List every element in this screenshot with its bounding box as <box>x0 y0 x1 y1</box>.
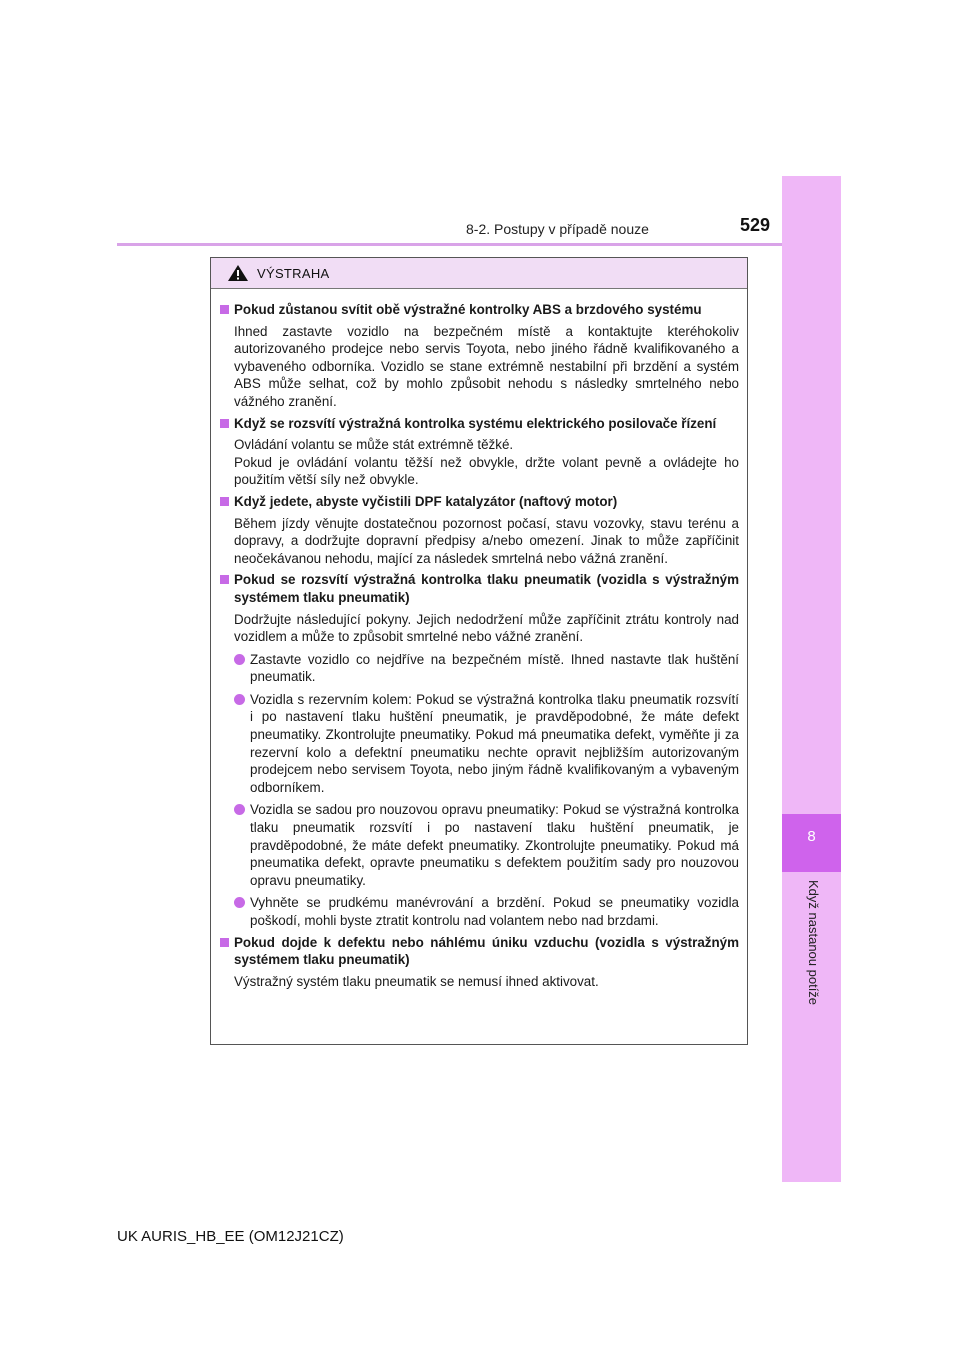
sub-item-text: Vozidla se sadou pro nouzovou opravu pneumatiky: Pokud se výstražná kontrolka tlaku pneumatik rozsvítí i po nastavení tlaku huštění pneumatik, je pravděpodobné, že máte defekt pneumatiky. Zkontrolujte pneumatiky. Pokud má pneumatika defekt, opravte pneumatiku s defektem použitím sady pro nouzovou opravu pneumatiky. <box>250 802 739 888</box>
item-text: Dodržujte následující pokyny. Jejich nedodržení může zapříčinit ztrátu kontroly nad vozidlem a může to způsobit smrtelné nebo vážné zranění. <box>234 611 739 645</box>
round-bullet-icon <box>234 897 245 908</box>
item-heading: Pokud zůstanou svítit obě výstražné kontrolky ABS a brzdového systému <box>234 302 702 317</box>
sub-item <box>234 691 739 797</box>
model-code: UK AURIS_HB_EE (OM12J21CZ) <box>117 1228 344 1245</box>
item-text: Během jízdy věnujte dostatečnou pozornost počasí, stavu vozovky, stavu terénu a dopravy, a dodržujte dopravní předpisy a/nebo omezení. Jinak to může zapříčinit neočekávanou nehodu, mající za následek smrtelná nebo vážná zranění. <box>234 515 739 566</box>
warning-title: VÝSTRAHA <box>257 265 330 281</box>
square-bullet-icon <box>220 419 229 428</box>
sub-item <box>234 651 739 686</box>
square-bullet-icon <box>220 938 229 947</box>
square-bullet-icon <box>220 305 229 314</box>
item-text-line: Ovládání volantu se může stát extrémně těžké. <box>234 437 514 453</box>
round-bullet-icon <box>234 804 245 815</box>
square-bullet-icon <box>220 575 229 584</box>
page-number: 529 <box>740 215 771 235</box>
item-heading: Když jedete, abyste vyčistili DPF katalyzátor (naftový motor) <box>234 493 618 509</box>
sub-item-text: Vozidla s rezervním kolem: Pokud se výstražná kontrolka tlaku pneumatik rozsvítí i po nastavení tlaku huštění pneumatik, je pravděpodobné, že máte defekt pneumatiky. Zkontrolujte pneumatiky. Pokud má pneumatika defekt, vyměňte ji za rezervní kolo a defektní pneumatiku nechte opravit nejbližším autorizovaným prodejcem nebo servisem Toyota, nebo jiným řádně kvalifikovaným a vybaveným odborníkem. <box>250 691 739 795</box>
chapter-title: Když nastanou potíže <box>806 880 821 1006</box>
item-text: Výstražný systém tlaku pneumatik se nemusí ihned aktivovat. <box>234 973 599 989</box>
item-text <box>234 436 739 489</box>
round-bullet-icon <box>234 654 245 665</box>
warning-item-tire-pressure <box>218 571 739 929</box>
warning-item-abs-brake <box>218 301 739 411</box>
square-bullet-icon <box>220 497 229 506</box>
item-heading: Když se rozsvítí výstražná kontrolka systému elektrického posilovače řízení <box>234 415 717 431</box>
warning-item-power-steering <box>218 415 739 489</box>
sub-item-text: Zastavte vozidlo co nejdříve na bezpečném místě. Ihned nastavte tlak huštění pneumatik. <box>250 651 739 685</box>
warning-item-puncture <box>218 934 739 991</box>
warning-box <box>210 257 748 1045</box>
sub-item <box>234 894 739 929</box>
item-heading: Pokud se rozsvítí výstražná kontrolka tlaku pneumatik (vozidla s výstražným systémem tlaku pneumatik) <box>234 572 739 605</box>
header-divider <box>117 243 782 246</box>
chapter-number: 8 <box>807 828 816 845</box>
sub-item-text: Vyhněte se prudkému manévrování a brzdění. Pokud se pneumatiky vozidla poškodí, mohli byste ztratit kontrolu nad volantem nebo nad brzdami. <box>250 895 739 928</box>
round-bullet-icon <box>234 694 245 705</box>
section-title: 8-2. Postupy v případě nouze <box>466 221 649 237</box>
warning-content <box>211 289 747 990</box>
item-text: Ihned zastavte vozidlo na bezpečném místě a kontaktujte kteréhokoliv autorizovaného prodejce nebo servis Toyota, nebo jiného řádně kvalifikovaného a vybaveného odborníka. Vozidlo se stane extrémně nestabilní při brzdění a systém ABS může selhat, což by mohlo způsobit nehodu s následky smrtelného nebo vážného zranění. <box>234 323 739 409</box>
warning-header <box>211 258 747 289</box>
sub-item <box>234 801 739 889</box>
item-heading: Pokud dojde k defektu nebo náhlému úniku vzduchu (vozidla s výstražným systémem tlaku pneumatik) <box>234 934 739 968</box>
warning-triangle-icon <box>227 264 249 282</box>
item-text-line: Pokud je ovládání volantu těžší než obvykle, držte volant pevně a ovládejte ho použitím větší síly než obvykle. <box>234 454 739 488</box>
warning-item-dpf <box>218 493 739 567</box>
